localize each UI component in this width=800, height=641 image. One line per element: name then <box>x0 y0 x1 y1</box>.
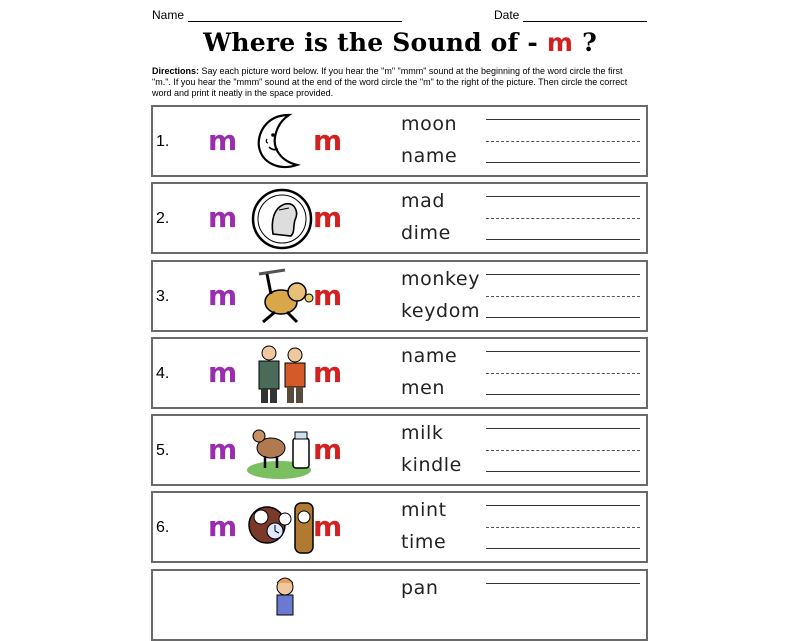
word-choice-1[interactable]: mint <box>401 499 447 521</box>
worksheet-row <box>151 414 648 486</box>
first-m-choice[interactable]: m <box>208 510 238 543</box>
writing-lines[interactable] <box>486 347 640 405</box>
directions-label: Directions: <box>152 66 200 76</box>
second-m-choice[interactable]: m <box>313 124 343 157</box>
row-number: 2. <box>156 210 170 227</box>
writing-lines[interactable] <box>486 424 640 482</box>
second-m-choice[interactable]: m <box>313 356 343 389</box>
milk-cow-picture <box>245 418 317 482</box>
moon-picture <box>245 109 317 173</box>
worksheet-row <box>151 569 648 641</box>
second-m-choice[interactable]: m <box>313 433 343 466</box>
word-choice-2[interactable]: keydom <box>401 300 481 322</box>
word-choice-1[interactable]: milk <box>401 422 444 444</box>
word-choice-2[interactable]: men <box>401 377 446 399</box>
writing-lines[interactable] <box>486 270 640 328</box>
row-number: 1. <box>156 133 170 150</box>
row-number: 5. <box>156 442 170 459</box>
title-suffix: ? <box>582 28 597 57</box>
title-letter: m <box>546 28 574 57</box>
writing-lines[interactable] <box>486 192 640 250</box>
writing-lines[interactable] <box>486 501 640 559</box>
word-choice-2[interactable]: kindle <box>401 454 462 476</box>
name-label: Name <box>152 8 185 22</box>
word-choice-1[interactable]: moon <box>401 113 458 135</box>
first-m-choice[interactable]: m <box>208 433 238 466</box>
writing-lines[interactable] <box>486 115 640 173</box>
monkey-picture <box>245 264 317 328</box>
word-choice-1[interactable]: mad <box>401 190 446 212</box>
first-m-choice[interactable]: m <box>208 279 238 312</box>
men-picture <box>245 341 317 405</box>
directions <box>152 66 642 99</box>
partial-figure-picture <box>245 573 317 637</box>
word-choice-2[interactable]: dime <box>401 222 451 244</box>
row-number: 6. <box>156 519 170 536</box>
worksheet-row <box>151 491 648 563</box>
name-line[interactable] <box>188 21 402 22</box>
date-label: Date <box>494 8 520 22</box>
first-m-choice[interactable]: m <box>208 356 238 389</box>
date-line[interactable] <box>523 21 647 22</box>
worksheet-row <box>151 182 648 254</box>
second-m-choice[interactable]: m <box>313 201 343 234</box>
first-m-choice[interactable]: m <box>208 201 238 234</box>
page-title <box>0 28 800 57</box>
word-choice-1[interactable]: pan <box>401 577 439 599</box>
directions-text: Say each picture word below. If you hear the "m" "mmm" sound at the beginning of the word circle the first "m.". If you hear the "mmm" sound at the end of the word circle the "m" to the right of the picture. Then circle the correct word and print it neatly in the space provided. <box>152 66 628 98</box>
word-choice-1[interactable]: monkey <box>401 268 481 290</box>
word-choice-1[interactable]: name <box>401 345 458 367</box>
worksheet-row <box>151 260 648 332</box>
word-choice-2[interactable]: name <box>401 145 458 167</box>
title-prefix: Where is the Sound of - <box>203 28 538 57</box>
second-m-choice[interactable]: m <box>313 510 343 543</box>
row-number: 3. <box>156 288 170 305</box>
dime-picture <box>245 186 317 250</box>
writing-lines[interactable] <box>486 579 640 637</box>
clocks-time-picture <box>245 495 317 559</box>
second-m-choice[interactable]: m <box>313 279 343 312</box>
first-m-choice[interactable]: m <box>208 124 238 157</box>
worksheet-row <box>151 337 648 409</box>
worksheet-row <box>151 105 648 177</box>
row-number: 4. <box>156 365 170 382</box>
word-choice-2[interactable]: time <box>401 531 447 553</box>
